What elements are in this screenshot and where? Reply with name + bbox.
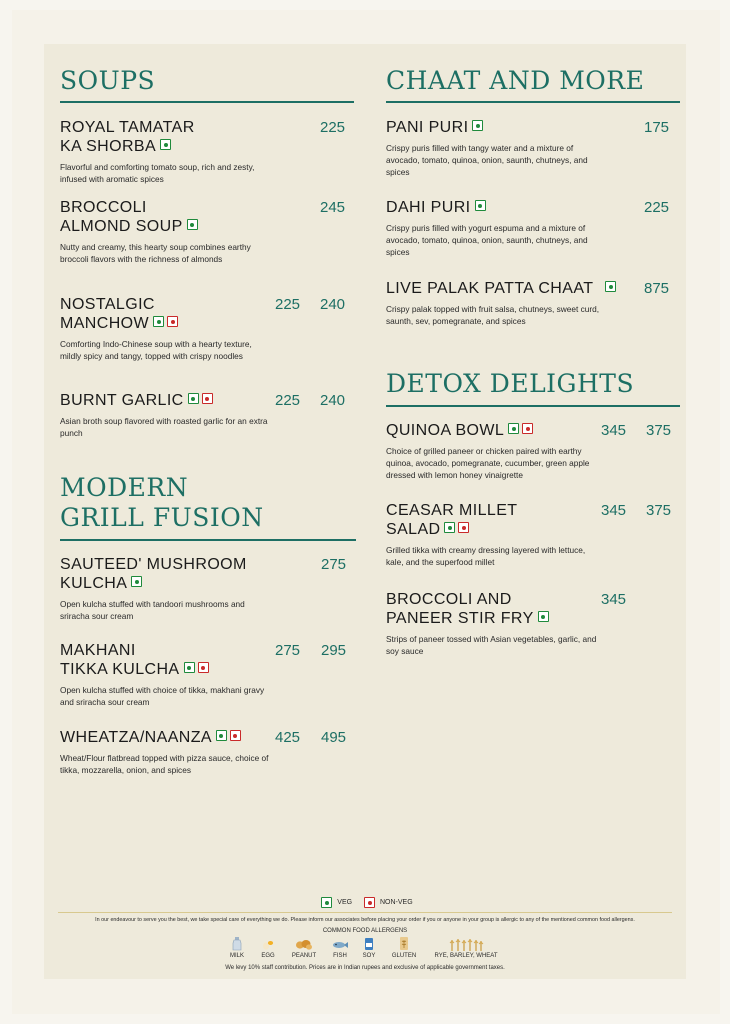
menu-item-broccoli-paneer-stir-fry bbox=[386, 590, 682, 657]
section-title-soups: SOUPS bbox=[60, 66, 156, 95]
wheat-icon bbox=[448, 937, 484, 951]
item-name: BROCCOLI AND PANEER STIR FRY bbox=[386, 590, 682, 628]
item-price-nonveg: 375 bbox=[646, 422, 672, 439]
footer-divider bbox=[58, 912, 672, 913]
veg-icon bbox=[605, 281, 616, 292]
allergy-notice: In our endeavour to serve you the best, we take special care of everything we do. Please inform our associates before placing your order if you or anyone in your group is allergic to any of the mentioned common food allergens. bbox=[95, 917, 635, 923]
section-rule-soups bbox=[60, 101, 354, 103]
item-name: SAUTEED' MUSHROOM KULCHA bbox=[60, 556, 247, 592]
allergens-title: COMMON FOOD ALLERGENS bbox=[322, 928, 408, 934]
soy-icon bbox=[364, 937, 374, 951]
veg-icon bbox=[184, 662, 195, 673]
menu-item-dahi-puri bbox=[386, 198, 682, 258]
allergen-gluten: GLUTEN bbox=[388, 937, 420, 959]
diet-legend bbox=[44, 897, 686, 908]
item-price-veg: 345 bbox=[601, 502, 627, 519]
section-rule-chaat bbox=[386, 101, 680, 103]
allergen-grains: RYE, BARLEY, WHEAT bbox=[430, 937, 502, 959]
item-name: LIVE PALAK PATTA CHAAT bbox=[386, 279, 682, 298]
menu-item-nostalgic-manchow bbox=[60, 295, 356, 362]
item-name: DAHI PURI bbox=[386, 198, 682, 217]
nonveg-label: NON-VEG bbox=[379, 899, 413, 906]
veg-icon bbox=[538, 611, 549, 622]
item-price-veg: 225 bbox=[275, 392, 301, 409]
menu-item-burnt-garlic bbox=[60, 391, 356, 439]
item-price: 225 bbox=[644, 199, 670, 216]
gluten-icon bbox=[399, 937, 409, 951]
menu-item-wheatza-naanza bbox=[60, 728, 356, 776]
item-name: BURNT GARLIC bbox=[60, 391, 356, 410]
allergen-egg: EGG bbox=[257, 937, 279, 959]
item-name: WHEATZA/NAANZA bbox=[60, 728, 356, 747]
item-price-veg: 425 bbox=[275, 729, 301, 746]
veg-icon bbox=[160, 139, 171, 150]
allergen-soy: SOY bbox=[358, 937, 380, 959]
veg-icon bbox=[444, 522, 455, 533]
item-description: Asian broth soup flavored with roasted garlic for an extra punch bbox=[60, 416, 268, 438]
peanut-icon bbox=[295, 937, 313, 951]
veg-icon bbox=[153, 316, 164, 327]
veg-icon bbox=[188, 393, 199, 404]
item-name: PANI PURI bbox=[386, 118, 682, 137]
item-description: Flavorful and comforting tomato soup, rich and zesty, infused with aromatic spices bbox=[60, 162, 255, 184]
item-price-nonveg: 240 bbox=[320, 392, 346, 409]
levy-notice: We levy 10% staff contribution. Prices are in Indian rupees and exclusive of applicable government taxes. bbox=[225, 965, 505, 971]
egg-icon bbox=[261, 937, 275, 951]
item-price: 175 bbox=[644, 119, 670, 136]
menu-item-pani-puri bbox=[386, 118, 682, 178]
veg-icon bbox=[508, 423, 519, 434]
item-price-veg: 275 bbox=[275, 642, 301, 659]
veg-icon bbox=[216, 730, 227, 741]
menu-item-mushroom-kulcha bbox=[60, 555, 356, 622]
section-title-grill: MODERN GRILL FUSION bbox=[60, 473, 264, 532]
item-description: Open kulcha stuffed with choice of tikka, makhani gravy and sriracha sour cream bbox=[60, 685, 265, 707]
nonveg-icon bbox=[202, 393, 213, 404]
item-name: BROCCOLI ALMOND SOUP bbox=[60, 198, 356, 236]
item-description: Crispy palak topped with fruit salsa, chutneys, sweet curd, saunth, sev, pomegranate, and spices bbox=[386, 304, 600, 326]
item-name: NOSTALGIC MANCHOW bbox=[60, 295, 356, 333]
item-description: Comforting Indo-Chinese soup with a hearty texture, mildly spicy and tangy, topped with crispy noodles bbox=[60, 339, 252, 361]
item-description: Strips of paneer tossed with Asian vegetables, garlic, and soy sauce bbox=[386, 634, 597, 656]
nonveg-icon bbox=[364, 897, 375, 908]
allergen-fish: FISH bbox=[329, 937, 351, 959]
allergen-peanut: PEANUT bbox=[287, 937, 321, 959]
item-price-nonveg: 295 bbox=[321, 642, 347, 659]
item-description: Crispy puris filled with tangy water and a mixture of avocado, tomato, quinoa, onion, saunth, chutneys, and spices bbox=[386, 143, 588, 177]
section-title-detox: DETOX DELIGHTS bbox=[386, 369, 635, 398]
item-description: Wheat/Flour flatbread topped with pizza sauce, choice of tikka, mozzarella, onion, and spices bbox=[60, 753, 269, 775]
menu-item-quinoa-bowl bbox=[386, 421, 682, 481]
nonveg-icon bbox=[458, 522, 469, 533]
item-price: 345 bbox=[601, 591, 627, 608]
section-title-chaat: CHAAT AND MORE bbox=[386, 66, 645, 95]
item-price-veg: 225 bbox=[275, 296, 301, 313]
veg-icon bbox=[475, 200, 486, 211]
nonveg-icon bbox=[198, 662, 209, 673]
allergen-milk: MILK bbox=[225, 937, 249, 959]
item-name: QUINOA BOWL bbox=[386, 421, 682, 440]
menu-item-ceasar-millet-salad bbox=[386, 501, 682, 568]
item-price-nonveg: 495 bbox=[321, 729, 347, 746]
item-description: Open kulcha stuffed with tandoori mushrooms and sriracha sour cream bbox=[60, 599, 245, 621]
item-description: Grilled tikka with creamy dressing layered with lettuce, kale, and the superfood millet bbox=[386, 545, 586, 567]
menu-item-makhani-tikka-kulcha bbox=[60, 641, 356, 708]
nonveg-icon bbox=[167, 316, 178, 327]
item-description: Nutty and creamy, this hearty soup combines earthy broccoli flavors with the richness of almonds bbox=[60, 242, 251, 264]
veg-icon bbox=[321, 897, 332, 908]
item-description: Crispy puris filled with yogurt espuma and a mixture of avocado, tomato, quinoa, onion, saunth, chutneys, and spices bbox=[386, 223, 588, 257]
menu-item-royal-tamatar bbox=[60, 118, 356, 185]
menu-item-palak-patta-chaat bbox=[386, 279, 682, 327]
item-price: 275 bbox=[321, 556, 347, 573]
veg-icon bbox=[187, 219, 198, 230]
item-price: 875 bbox=[644, 280, 670, 297]
allergen-list bbox=[219, 937, 519, 963]
milk-bottle-icon bbox=[232, 937, 242, 951]
item-price: 245 bbox=[320, 199, 346, 216]
item-price-veg: 345 bbox=[601, 422, 627, 439]
item-price: 225 bbox=[320, 119, 346, 136]
item-name: CEASAR MILLET SALAD bbox=[386, 502, 518, 538]
nonveg-icon bbox=[522, 423, 533, 434]
menu-item-broccoli-almond bbox=[60, 198, 356, 265]
veg-icon bbox=[131, 576, 142, 587]
veg-label: VEG bbox=[337, 899, 353, 906]
item-name: MAKHANI TIKKA KULCHA bbox=[60, 641, 356, 679]
item-name: ROYAL TAMATAR KA SHORBA bbox=[60, 119, 195, 155]
nonveg-icon bbox=[230, 730, 241, 741]
section-rule-detox bbox=[386, 405, 680, 407]
fish-icon bbox=[331, 937, 349, 951]
item-price-nonveg: 240 bbox=[320, 296, 346, 313]
section-rule-grill bbox=[60, 539, 356, 541]
item-description: Choice of grilled paneer or chicken paired with earthy quinoa, avocado, pomegranate, cucumber, green apple dressed with lemon honey vinaigrette bbox=[386, 446, 590, 480]
veg-icon bbox=[472, 120, 483, 131]
item-price-nonveg: 375 bbox=[646, 502, 672, 519]
